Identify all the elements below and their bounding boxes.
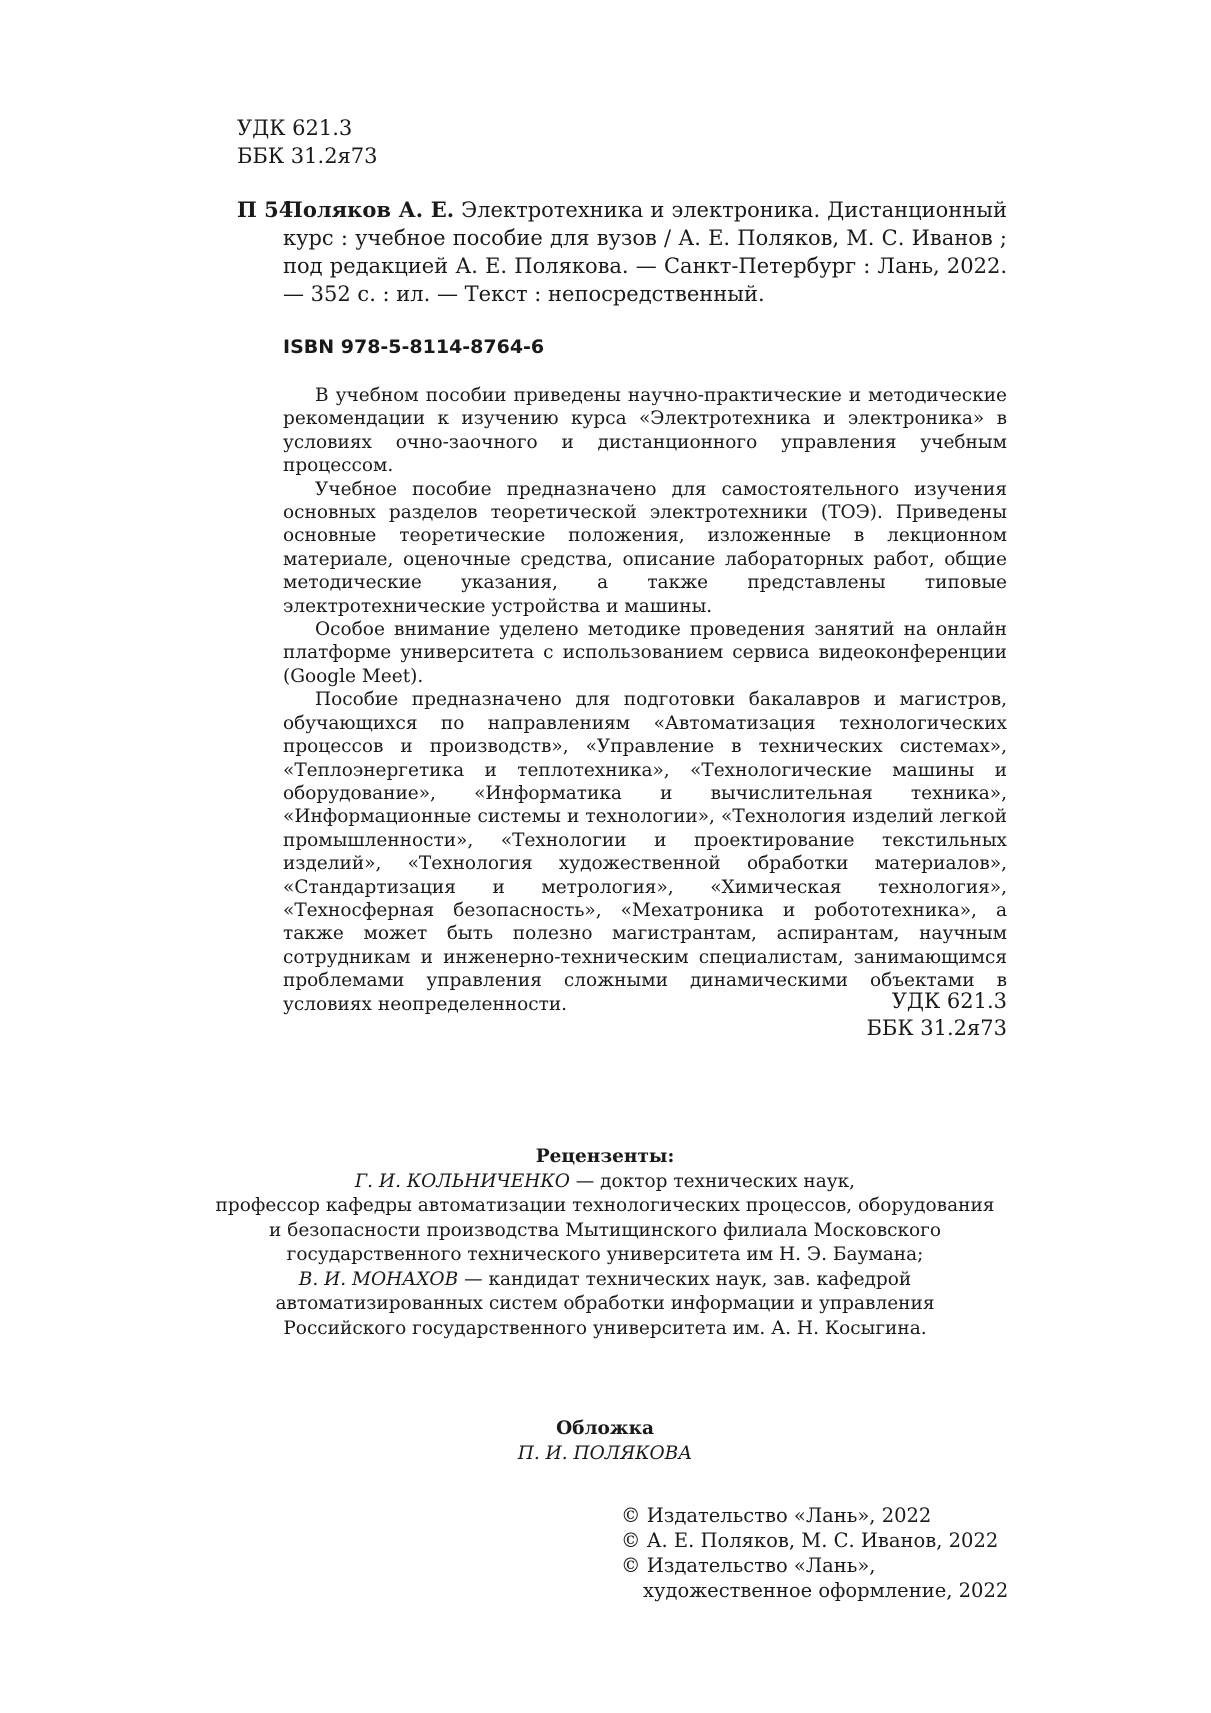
- reviewer-1-affiliation: государственного технического университета им Н. Э. Баумана;: [286, 1244, 924, 1265]
- abstract-paragraph: Учебное пособие предназначено для самостоятельного изучения основных разделов теоретической электротехники (ТОЭ). Приведены основные теоретические положения, изложенные в лекционном материале, оценочные средства, описание лабораторных работ, общие методические указания, а также представлены типовые электротехнические устройства и машины.: [283, 478, 1007, 617]
- entry-author: Поляков А. Е.: [283, 197, 455, 222]
- abstract-paragraph: В учебном пособии приведены научно-практические и методические рекомендации к изучению курса «Электротехника и электроника» в условиях очно-заочного и дистанционного управления учебным процессом.: [283, 385, 1007, 477]
- isbn: ISBN 978-5-8114-8764-6: [283, 336, 545, 358]
- copyright-line: © Издательство «Лань», 2022: [621, 1504, 932, 1527]
- abstract-paragraph: Пособие предназначено для подготовки бакалавров и магистров, обучающихся по направлениям «Автоматизация технологических процессов и производств», «Управление в технических системах», «Теплоэнергетика и теплотехника», «Технологические машины и оборудование», «Информатика и вычислительная техника», «Информационные системы и технологии», «Технология изделий легкой промышленности», «Технологии и проектирование текстильных изделий», «Технология художественной обработки материалов», «Стандартизация и метрология», «Химическая технология», «Техносферная безопасность», «Мехатроника и робототехника», а также может быть полезно магистрантам, аспирантам, научным сотрудникам и инженерно-техническим специалистам, занимающимся проблемами управления сложными динамическими объектами в условиях неопределенности.: [283, 689, 1007, 1015]
- reviewers-heading: Рецензенты:: [535, 1146, 675, 1167]
- reviewer-2-title: — кандидат технических наук, зав. кафедрой: [458, 1268, 912, 1290]
- bibliographic-description: [283, 196, 1007, 308]
- abstract-paragraph: Особое внимание уделено методике проведения занятий на онлайн платформе университета с использованием сервиса видеоконференции (Google Meet).: [283, 619, 1007, 687]
- classification-bottom: [866, 988, 1007, 1042]
- reviewer-2-affiliation: Российского государственного университета им. А. Н. Косыгина.: [283, 1317, 927, 1339]
- reviewer-2-line: [205, 1268, 1005, 1293]
- reviewer-1-affiliation: и безопасности производства Мытищинского филиала Московского: [268, 1219, 942, 1241]
- reviewer-1-name: Г. И. КОЛЬНИЧЕНКО: [354, 1170, 570, 1192]
- copyright-line: © Издательство «Лань»,: [621, 1554, 876, 1577]
- reviewers-block: [205, 1145, 1005, 1341]
- reviewer-1-line: [205, 1170, 1005, 1195]
- abstract: [283, 384, 1007, 1016]
- entry-text: Электротехника и электроника. Дистанционный курс : учебное пособие для вузов / А. Е. Поляков, М. С. Иванов ; под редакцией А. Е. Полякова. — Санкт-Петербург : Лань, 2022. — 352 с. : ил. — Текст : непосредственный.: [283, 198, 1007, 306]
- reviewer-2-affiliation: автоматизированных систем обработки информации и управления: [275, 1293, 935, 1314]
- classification-top: [237, 114, 378, 170]
- author-mark: П 54: [237, 197, 294, 222]
- bbk-code: ББК 31.2я73: [866, 1016, 1007, 1040]
- copyright-block: [621, 1503, 1008, 1603]
- cover-heading: Обложка: [556, 1418, 654, 1439]
- cover-designer: П. И. ПОЛЯКОВА: [517, 1442, 693, 1464]
- copyright-line: © А. Е. Поляков, М. С. Иванов, 2022: [621, 1529, 999, 1552]
- udk-code: УДК 621.3: [891, 989, 1007, 1013]
- reviewer-1-title: — доктор технических наук,: [569, 1170, 856, 1192]
- cover-credit: [205, 1417, 1005, 1466]
- bbk-code: ББК 31.2я73: [237, 144, 378, 168]
- reviewer-2-name: В. И. МОНАХОВ: [298, 1268, 459, 1290]
- copyright-line: художественное оформление, 2022: [643, 1579, 1009, 1602]
- udk-code: УДК 621.3: [237, 116, 353, 140]
- reviewer-1-affiliation: профессор кафедры автоматизации технологических процессов, оборудования: [215, 1195, 995, 1216]
- bibliographic-entry: [237, 196, 1007, 308]
